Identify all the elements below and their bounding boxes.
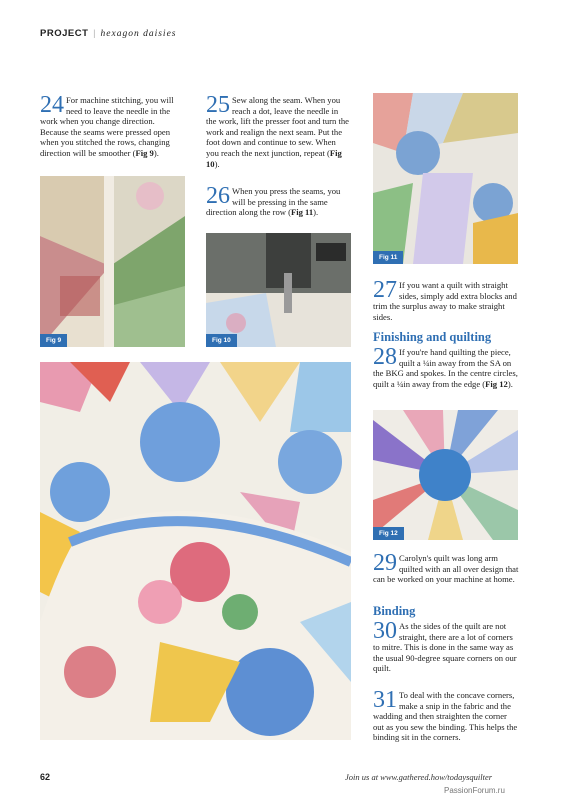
fig-9-image [40, 176, 185, 347]
fig-10-caption: Fig 10 [206, 334, 237, 347]
fig-9-caption: Fig 9 [40, 334, 67, 347]
step-text: Carolyn's quilt was long arm quilted with an all over design that can be worked on your machine at home. [373, 553, 519, 585]
watermark: PassionForum.ru [444, 786, 505, 795]
step-27 [373, 277, 519, 322]
step-text: If you want a quilt with straight sides, simply add extra blocks and trim the surplus away to make straight sides. [373, 280, 517, 322]
subhead-binding: Binding [373, 604, 416, 618]
step-text: Sew along the seam. When you reach a dot, leave the needle in the work, lift the presser foot and turn the work and realign the next seam. Put the foot down and continue to sew. When you reach the next junction, repeat ( [206, 95, 349, 158]
step-text: For machine stitching, you will need to leave the needle in the work when you change direction. Because the seams were pressed open when you stitched the rows, changing direction will be smoother ( [40, 95, 174, 158]
fig-9-photo [40, 176, 185, 347]
fig-12-image [373, 410, 518, 540]
step-number: 31 [373, 687, 397, 713]
step-text-end: ). [313, 207, 319, 218]
fig-11-photo [373, 93, 518, 264]
subhead-finishing: Finishing and quilting [373, 330, 492, 344]
figure-ref: Fig 10 [206, 147, 342, 169]
step-text-end: ). [214, 158, 220, 169]
step-31 [373, 687, 519, 743]
step-number: 28 [373, 344, 397, 370]
step-number: 29 [373, 550, 397, 576]
quilt-main-image [40, 362, 351, 740]
step-text-end: ). [507, 378, 513, 389]
step-29 [373, 550, 519, 585]
step-text: If you're hand quilting the piece, quilt a ¼in away from the SA on the BKG and spokes. In the centre circles, quilt a ¼in away from the edge ( [373, 347, 518, 389]
project-title: hexagon daisies [100, 29, 177, 39]
step-text: When you press the seams, you will be pressing in the same direction along the row ( [206, 186, 341, 218]
figure-ref: Fig 12 [485, 378, 508, 389]
page-number: 62 [40, 772, 51, 782]
step-number: 25 [206, 92, 230, 118]
header-separator: | [93, 29, 96, 39]
step-text-end: ). [153, 147, 159, 158]
step-number: 27 [373, 277, 397, 303]
figure-ref: Fig 9 [135, 147, 154, 158]
fig-12-photo [373, 410, 518, 540]
step-28 [373, 344, 519, 389]
figure-ref: Fig 11 [290, 207, 314, 218]
step-number: 26 [206, 183, 230, 209]
fig-11-image [373, 93, 518, 264]
fig-10-image [206, 233, 351, 347]
fig-10-photo [206, 233, 351, 347]
step-26 [206, 183, 350, 218]
step-24 [40, 92, 180, 159]
quilt-main-photo [40, 362, 351, 740]
step-30 [373, 618, 519, 674]
step-text: To deal with the concave corners, make a snip in the fabric and the wadding and then straighten the corner out as you sew the binding. This helps the binding sit in the corners. [373, 690, 518, 743]
running-header [40, 28, 176, 39]
fig-12-caption: Fig 12 [373, 527, 404, 540]
step-number: 30 [373, 618, 397, 644]
project-label: PROJECT [40, 28, 89, 39]
fig-11-caption: Fig 11 [373, 251, 403, 264]
step-25 [206, 92, 350, 169]
footer-join-text: Join us at www.gathered.how/todaysquilter [345, 772, 493, 782]
step-number: 24 [40, 92, 64, 118]
step-text: As the sides of the quilt are not straight, there are a lot of corners to mitre. This is done in the same way as the usual 90-degree square corners on our quilt. [373, 621, 517, 674]
